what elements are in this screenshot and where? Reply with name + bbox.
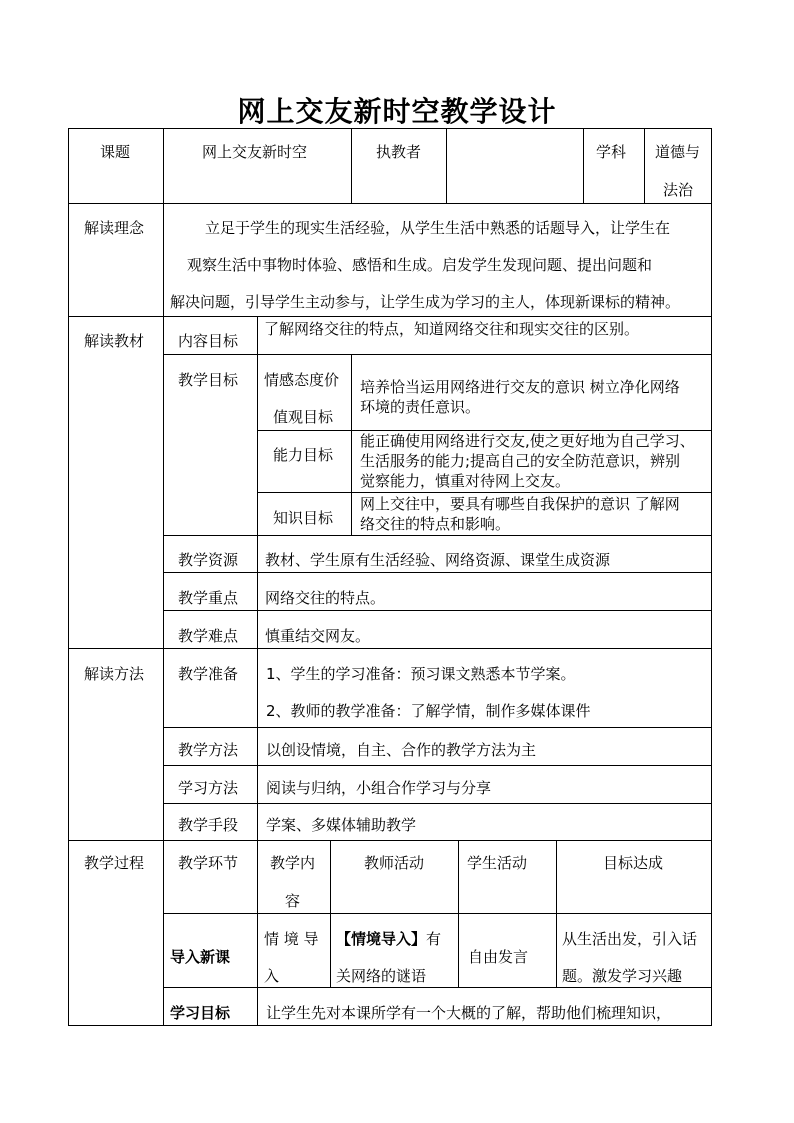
methods-label: 解读方法: [84, 665, 145, 683]
col-divider: [330, 840, 331, 988]
objective-stage: 学习目标: [170, 1004, 231, 1022]
concept-line1: 立足于学生的现实生活经验，从学生生活中熟悉的话题导入，让学生在: [205, 219, 671, 237]
subject-label: 学科: [596, 143, 627, 161]
teacher-label: 执教者: [376, 143, 422, 161]
intro-teacher-tail: 有: [426, 930, 442, 948]
col-divider: [458, 840, 459, 988]
emotion-label-line2: 值观目标: [273, 408, 334, 426]
table-border-top: [68, 128, 712, 129]
intro-stage: 导入新课: [170, 948, 231, 966]
row-divider: [68, 840, 712, 841]
col-divider: [257, 648, 258, 841]
intro-student: 自由发言: [468, 948, 529, 966]
row-divider: [68, 203, 712, 204]
objective-value: 让学生先对本课所学有一个大概的了解，帮助他们梳理知识，: [266, 1004, 672, 1022]
col-content-header-line2: 容: [285, 892, 301, 910]
col-divider: [644, 128, 645, 204]
key-label: 教学重点: [178, 589, 239, 607]
table-border-bottom: [68, 1025, 712, 1026]
intro-content-line1: 情 境 导: [264, 930, 319, 948]
learn-method-label: 学习方法: [178, 779, 239, 797]
intro-teacher-bold: 【情境导入】: [336, 930, 427, 948]
intro-goal-line2: 题。激发学习兴趣: [562, 967, 683, 985]
intro-teacher-line2: 关网络的谜语: [336, 967, 427, 985]
col-divider: [446, 128, 447, 204]
knowledge-value-line2: 络交往的特点和影响。: [360, 515, 511, 533]
content-goal-label: 内容目标: [178, 332, 239, 350]
intro-teacher-line1: [336, 929, 441, 949]
intro-content-line2: 入: [264, 967, 280, 985]
teach-method-label: 教学方法: [178, 741, 239, 759]
ability-value-line2: 生活服务的能力;提高自己的安全防范意识，辨别: [360, 452, 681, 470]
col-divider: [351, 354, 352, 536]
col-divider: [163, 128, 164, 1026]
col-divider: [556, 840, 557, 988]
difficulty-label: 教学难点: [178, 627, 239, 645]
prep-line2: 2、教师的教学准备：了解学情，制作多媒体课件: [266, 702, 591, 720]
row-divider: [68, 316, 712, 317]
col-divider: [257, 840, 258, 1026]
row-divider: [163, 803, 712, 804]
means-label: 教学手段: [178, 816, 239, 834]
knowledge-label: 知识目标: [273, 509, 334, 527]
subject-value-line2: 法治: [663, 181, 694, 199]
intro-goal-line1: 从生活出发，引入话: [562, 930, 698, 948]
row-divider: [257, 492, 712, 493]
key-value: 网络交往的特点。: [265, 589, 386, 607]
row-divider: [163, 727, 712, 728]
emotion-label-line1: 情感态度价: [264, 371, 340, 389]
knowledge-value-line1: 网上交往中，要具有哪些自我保护的意识 了解网: [360, 495, 680, 513]
learn-method-value: 阅读与归纳，小组合作学习与分享: [266, 779, 492, 797]
row-divider: [163, 572, 712, 573]
row-divider: [163, 535, 712, 536]
subject-value-line1: 道德与: [655, 143, 701, 161]
resources-value: 教材、学生原有生活经验、网络资源、课堂生成资源: [265, 551, 611, 569]
row-divider: [68, 648, 712, 649]
col-content-header-line1: 教学内: [270, 854, 316, 872]
means-value: 学案、多媒体辅助教学: [266, 816, 417, 834]
col-goal-header: 目标达成: [603, 854, 664, 872]
emotion-value-line2: 环境的责任意识。: [360, 398, 481, 416]
col-divider: [257, 316, 258, 649]
process-label: 教学过程: [84, 854, 145, 872]
ability-label: 能力目标: [273, 446, 334, 464]
col-teacher-header: 教师活动: [364, 854, 425, 872]
content-goal-value: 了解网络交往的特点，知道网络交往和现实交往的区别。: [264, 320, 640, 338]
difficulty-value: 慎重结交网友。: [265, 627, 371, 645]
topic-label: 课题: [100, 143, 131, 161]
row-divider: [163, 354, 712, 355]
page-title: 网上交友新时空教学设计: [237, 95, 557, 128]
row-divider: [163, 765, 712, 766]
table-border-right: [711, 128, 712, 1026]
resources-label: 教学资源: [178, 551, 239, 569]
row-divider: [163, 610, 712, 611]
concept-label: 解读理念: [84, 219, 145, 237]
teach-method-value: 以创设情境，自主、合作的教学方法为主: [266, 741, 537, 759]
materials-label: 解读教材: [84, 332, 145, 350]
concept-line3: 解决问题，引导学生主动参与，让学生成为学习的主人，体现新课标的精神。: [170, 293, 681, 311]
col-divider: [583, 128, 584, 204]
table-border-left: [68, 128, 69, 1026]
col-stage-header: 教学环节: [178, 854, 239, 872]
topic-value: 网上交友新时空: [202, 143, 308, 161]
row-divider: [163, 913, 712, 914]
col-student-header: 学生活动: [467, 854, 528, 872]
prep-label: 教学准备: [178, 665, 239, 683]
emotion-value-line1: 培养恰当运用网络进行交友的意识 树立净化网络: [360, 378, 680, 396]
prep-line1: 1、学生的学习准备：预习课文熟悉本节学案。: [266, 665, 576, 683]
ability-value-line1: 能正确使用网络进行交友,使之更好地为自己学习、: [360, 432, 695, 450]
ability-value-line3: 觉察能力，慎重对待网上交友。: [360, 472, 571, 490]
row-divider: [163, 987, 712, 988]
col-divider: [351, 128, 352, 204]
concept-line2: 观察生活中事物时体验、感悟和生成。启发学生发现问题、提出问题和: [187, 256, 653, 274]
teaching-goal-label: 教学目标: [178, 371, 239, 389]
